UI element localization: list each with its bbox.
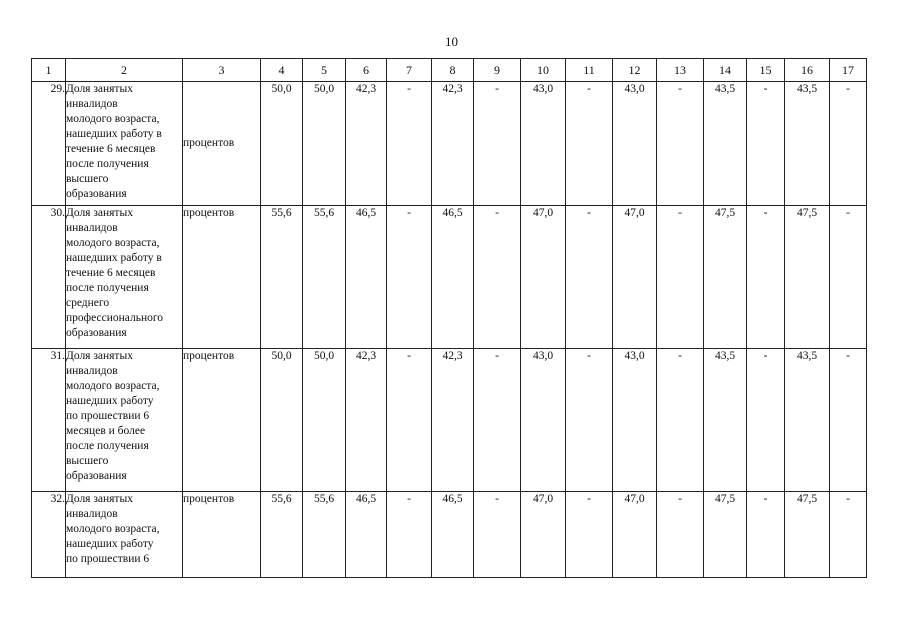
value-cell: - [566,349,613,492]
value-cell: 50,0 [261,82,303,206]
value-cell: 43,5 [704,349,747,492]
header-cell: 12 [613,59,657,82]
row-number: 32. [32,492,66,578]
value-cell: - [747,206,785,349]
table-row [32,492,867,578]
header-cell: 11 [566,59,613,82]
indicator-name-line: нашедших работу [66,395,154,407]
indicator-name-line: высшего [66,455,109,467]
header-cell: 16 [785,59,830,82]
header-cell: 9 [474,59,521,82]
value-cell: 55,6 [261,206,303,349]
indicator-name-line: после получения [66,440,149,452]
value-cell: 42,3 [432,82,474,206]
value-cell: 47,0 [521,206,566,349]
value-cell: - [747,82,785,206]
indicator-name-line: образования [66,188,127,200]
indicator-name-line: инвалидов [66,365,118,377]
indicator-name-line: высшего [66,173,109,185]
value-cell: - [566,492,613,578]
value-cell: - [747,492,785,578]
unit-cell: процентов [183,206,261,349]
value-cell: - [387,82,432,206]
row-number: 29. [32,82,66,206]
value-cell: - [566,82,613,206]
unit-cell: процентов [183,492,261,578]
value-cell: 55,6 [261,492,303,578]
value-cell: - [747,349,785,492]
value-cell: - [657,349,704,492]
table-row [32,349,867,492]
header-cell: 3 [183,59,261,82]
table-row [32,82,867,206]
value-cell: 43,0 [521,349,566,492]
value-cell: 42,3 [346,82,387,206]
indicator-name [66,492,183,578]
value-cell: 50,0 [261,349,303,492]
value-cell: 47,5 [785,492,830,578]
header-cell: 5 [303,59,346,82]
value-cell: - [830,492,867,578]
value-cell: 55,6 [303,206,346,349]
value-cell: 50,0 [303,349,346,492]
indicator-name-line: образования [66,470,127,482]
unit-cell: процентов [183,349,261,492]
indicator-name-line: инвалидов [66,98,118,110]
value-cell: 47,5 [704,492,747,578]
value-cell: 43,0 [521,82,566,206]
value-cell: - [474,82,521,206]
indicator-name-line: Доля занятых [66,493,133,505]
indicator-name [66,206,183,349]
value-cell: - [474,349,521,492]
indicator-name-line: месяцев и более [66,425,146,437]
value-cell: 43,5 [785,349,830,492]
indicator-name-line: нашедших работу в [66,128,162,140]
value-cell: 46,5 [432,492,474,578]
value-cell: - [474,206,521,349]
value-cell: 43,0 [613,82,657,206]
indicator-name-line: по прошествии 6 [66,553,150,565]
value-cell: 47,0 [613,206,657,349]
header-cell: 13 [657,59,704,82]
value-cell: 43,5 [704,82,747,206]
indicator-name-line: нашедших работу в [66,252,162,264]
indicator-name-line: молодого возраста, [66,113,160,125]
header-cell: 2 [66,59,183,82]
value-cell: 46,5 [432,206,474,349]
indicator-name-line: течение 6 месяцев [66,143,156,155]
value-cell: - [830,206,867,349]
value-cell: - [566,206,613,349]
table-row [32,206,867,349]
indicator-name-line: после получения [66,282,149,294]
value-cell: - [387,492,432,578]
indicator-name-line: Доля занятых [66,83,133,95]
value-cell: - [657,492,704,578]
value-cell: - [657,206,704,349]
value-cell: - [387,349,432,492]
indicator-name-line: Доля занятых [66,350,133,362]
header-cell: 1 [32,59,66,82]
value-cell: 43,5 [785,82,830,206]
page-number: 10 [445,34,458,49]
unit-cell: процентов [183,82,261,206]
indicator-name [66,82,183,206]
indicator-name-line: после получения [66,158,149,170]
value-cell: 43,0 [613,349,657,492]
indicator-name-line: Доля занятых [66,207,133,219]
value-cell: 42,3 [432,349,474,492]
value-cell: 47,0 [613,492,657,578]
indicator-name-line: инвалидов [66,508,118,520]
row-number: 30. [32,206,66,349]
value-cell: - [474,492,521,578]
indicator-name-line: инвалидов [66,222,118,234]
value-cell: - [830,349,867,492]
header-cell: 8 [432,59,474,82]
value-cell: - [657,82,704,206]
header-row [32,59,867,82]
value-cell: 47,5 [785,206,830,349]
indicator-name-line: по прошествии 6 [66,410,150,422]
indicator-name-line: профессионального [66,312,164,324]
indicator-name-line: молодого возраста, [66,237,160,249]
indicator-name-line: течение 6 месяцев [66,267,156,279]
value-cell: 46,5 [346,206,387,349]
row-number: 31. [32,349,66,492]
indicator-name-line: молодого возраста, [66,523,160,535]
indicators-table [31,58,867,578]
value-cell: 47,5 [704,206,747,349]
header-cell: 7 [387,59,432,82]
value-cell: - [830,82,867,206]
value-cell: 50,0 [303,82,346,206]
value-cell: 47,0 [521,492,566,578]
value-cell: 46,5 [346,492,387,578]
indicator-name-line: образования [66,327,127,339]
value-cell: 42,3 [346,349,387,492]
header-cell: 15 [747,59,785,82]
header-cell: 10 [521,59,566,82]
value-cell: 55,6 [303,492,346,578]
indicator-name-line: среднего [66,297,110,309]
indicator-name [66,349,183,492]
header-cell: 6 [346,59,387,82]
value-cell: - [387,206,432,349]
header-cell: 4 [261,59,303,82]
indicator-name-line: молодого возраста, [66,380,160,392]
header-cell: 17 [830,59,867,82]
indicator-name-line: нашедших работу [66,538,154,550]
header-cell: 14 [704,59,747,82]
